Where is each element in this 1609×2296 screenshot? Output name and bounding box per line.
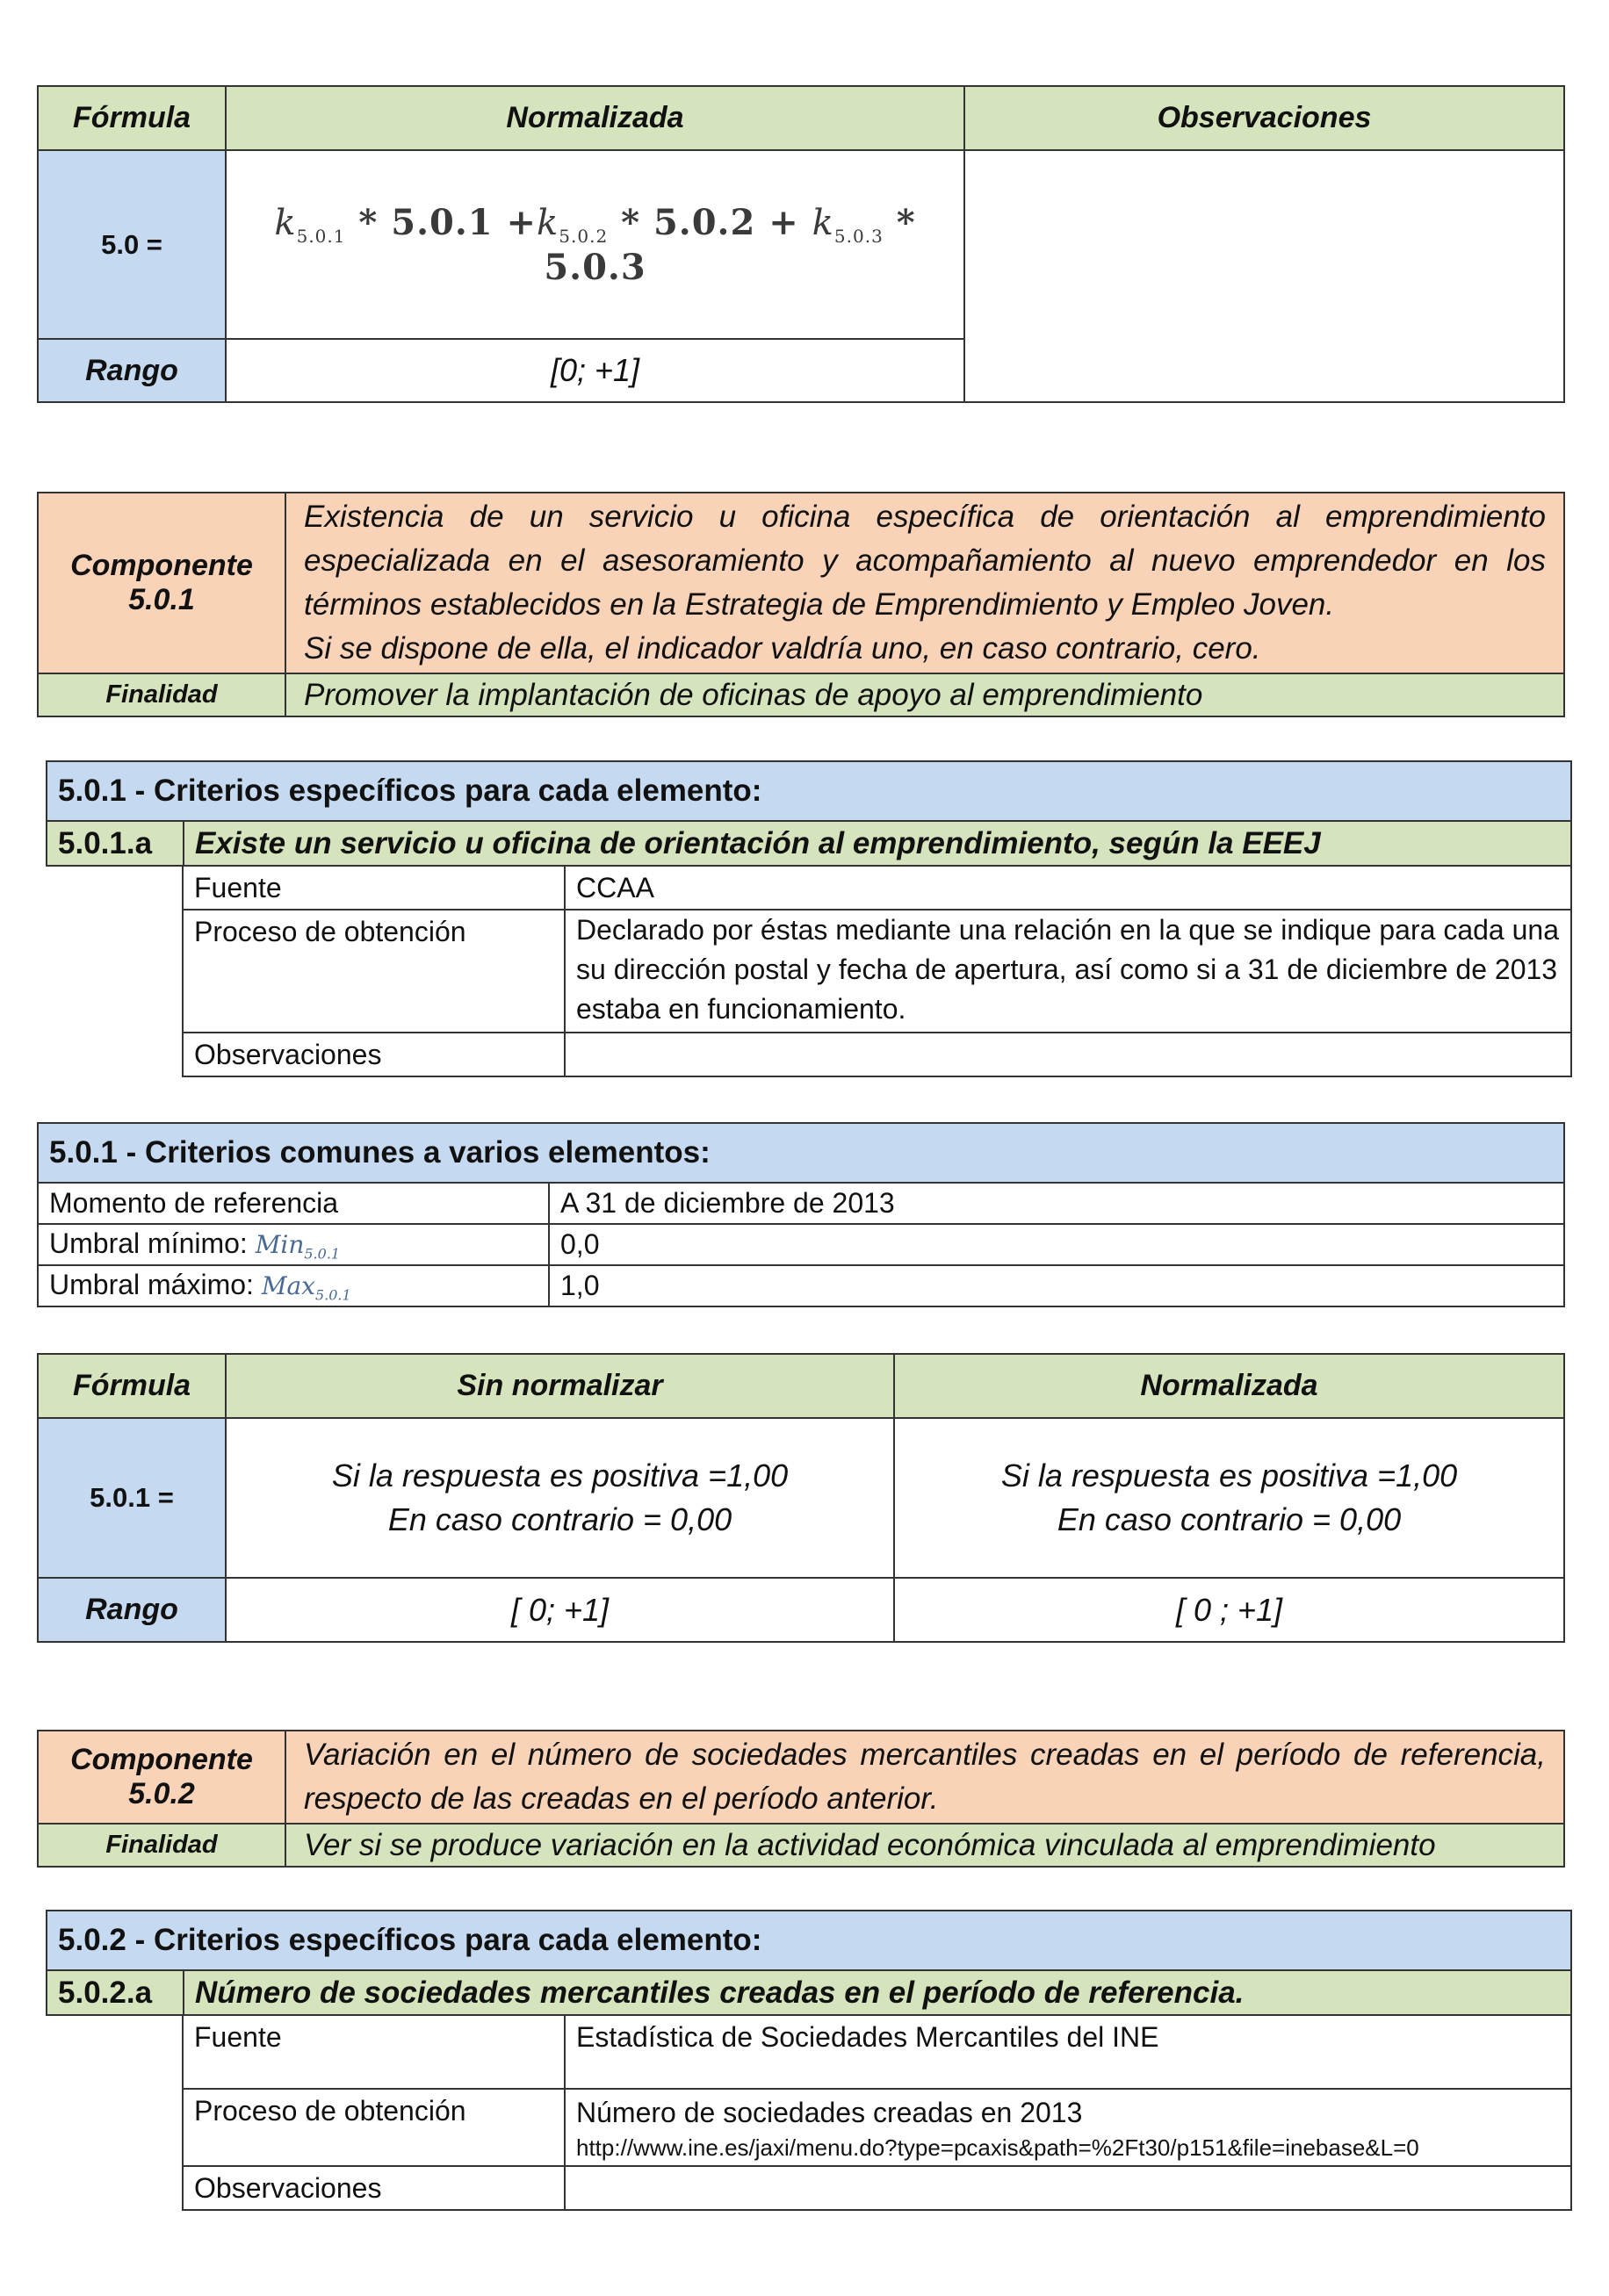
rango-value: [0; +1] — [226, 339, 964, 402]
header-normalizada: Normalizada — [894, 1354, 1564, 1418]
max-symbol: Max$_{5.0.1}$ — [261, 1270, 351, 1304]
momento-value: A 31 de diciembre de 2013 — [549, 1183, 1564, 1224]
rango-normalizada: [ 0 ; +1] — [894, 1578, 1564, 1642]
fuente-label: Fuente — [183, 866, 565, 910]
header-sin-normalizar: Sin normalizar — [226, 1354, 894, 1418]
section-title: 5.0.1 - Criterios específicos para cada elemento: — [47, 761, 1571, 821]
formula-row-label: 5.0 = — [38, 150, 226, 339]
momento-label: Momento de referencia — [38, 1183, 549, 1224]
observaciones-label: Observaciones — [183, 2166, 565, 2210]
umbral-minimo-value: 0,0 — [549, 1224, 1564, 1265]
componente-label: Componente 5.0.2 — [38, 1731, 285, 1824]
observaciones-label: Observaciones — [183, 1033, 565, 1076]
finalidad-value: Promover la implantación de oficinas de apoyo al emprendimiento — [285, 673, 1564, 716]
formula-row-label: 5.0.1 = — [38, 1418, 226, 1578]
header-formula: Fórmula — [38, 86, 226, 150]
header-normalizada: Normalizada — [226, 86, 964, 150]
ine-url[interactable]: http://www.ine.es/jaxi/menu.do?type=pcaxis&path=%2Ft30/p151&file=inebase&L=0 — [576, 2134, 1419, 2161]
fuente-value: CCAA — [565, 866, 1571, 910]
formula-5-0-table — [37, 85, 1565, 403]
finalidad-value: Ver si se produce variación en la actividad económica vinculada al emprendimiento — [285, 1824, 1564, 1867]
fuente-value: Estadística de Sociedades Mercantiles del INE — [565, 2015, 1571, 2089]
umbral-minimo-label: Umbral mínimo: Min$_{5.0.1}$ — [38, 1224, 549, 1265]
proceso-label: Proceso de obtención — [183, 2089, 565, 2166]
finalidad-label: Finalidad — [38, 673, 285, 716]
header-observaciones: Observaciones — [964, 86, 1564, 150]
observaciones-value — [565, 1033, 1571, 1076]
min-symbol: Min$_{5.0.1}$ — [255, 1229, 341, 1263]
element-code: 5.0.1.a — [47, 821, 184, 866]
componente-description: Existencia de un servicio u oficina específica de orientación al emprendimiento especializada en el asesoramiento y acompañamiento al nuevo emprendedor en los términos establecidos en la Estrategia de Emprendimiento y Empleo Joven. Si se dispone de ella, el indicador valdría uno, en caso contrario, cero. — [285, 493, 1564, 673]
umbral-maximo-value: 1,0 — [549, 1265, 1564, 1306]
header-formula: Fórmula — [38, 1354, 226, 1418]
proceso-value: Número de sociedades creadas en 2013 http://www.ine.es/jaxi/menu.do?type=pcaxis&path=%2Ft30/p151&file=inebase&L=0 — [565, 2089, 1571, 2166]
sin-normalizar-value: Si la respuesta es positiva =1,00 En caso contrario = 0,00 — [226, 1418, 894, 1578]
finalidad-label: Finalidad — [38, 1824, 285, 1867]
observaciones-value — [565, 2166, 1571, 2210]
criterios-comunes-5-0-1 — [37, 1122, 1565, 1307]
rango-sin-normalizar: [ 0; +1] — [226, 1578, 894, 1642]
formula-5-0-1-table — [37, 1353, 1565, 1643]
fuente-label: Fuente — [183, 2015, 565, 2089]
normalizada-value: Si la respuesta es positiva =1,00 En caso contrario = 0,00 — [894, 1418, 1564, 1578]
element-code: 5.0.2.a — [47, 1970, 184, 2015]
componente-5-0-2-table — [37, 1730, 1565, 1868]
formula-expression: $k_{5.0.1} * 5.0.1 +k_{5.0.2} * 5.0.2 + k_{5.0.3} * 5.0.3$ — [226, 150, 964, 339]
componente-5-0-1-table — [37, 492, 1565, 717]
rango-label: Rango — [38, 1578, 226, 1642]
proceso-value: Declarado por éstas mediante una relación en la que se indique para cada una su dirección postal y fecha de apertura, así como si a 31 de diciembre de 2013 estaba en funcionamiento. — [565, 910, 1571, 1033]
componente-description: Variación en el número de sociedades mercantiles creadas en el período de referencia, respecto de las creadas en el período anterior. — [285, 1731, 1564, 1824]
umbral-maximo-label: Umbral máximo: Max$_{5.0.1}$ — [38, 1265, 549, 1306]
element-title: Número de sociedades mercantiles creadas en el período de referencia. — [184, 1970, 1571, 2015]
observaciones-cell — [964, 150, 1564, 402]
proceso-label: Proceso de obtención — [183, 910, 565, 1033]
rango-label: Rango — [38, 339, 226, 402]
section-title: 5.0.1 - Criterios comunes a varios elementos: — [38, 1123, 1564, 1183]
section-title: 5.0.2 - Criterios específicos para cada elemento: — [47, 1911, 1571, 1970]
element-title: Existe un servicio u oficina de orientación al emprendimiento, según la EEEJ — [184, 821, 1571, 866]
componente-label: Componente 5.0.1 — [38, 493, 285, 673]
